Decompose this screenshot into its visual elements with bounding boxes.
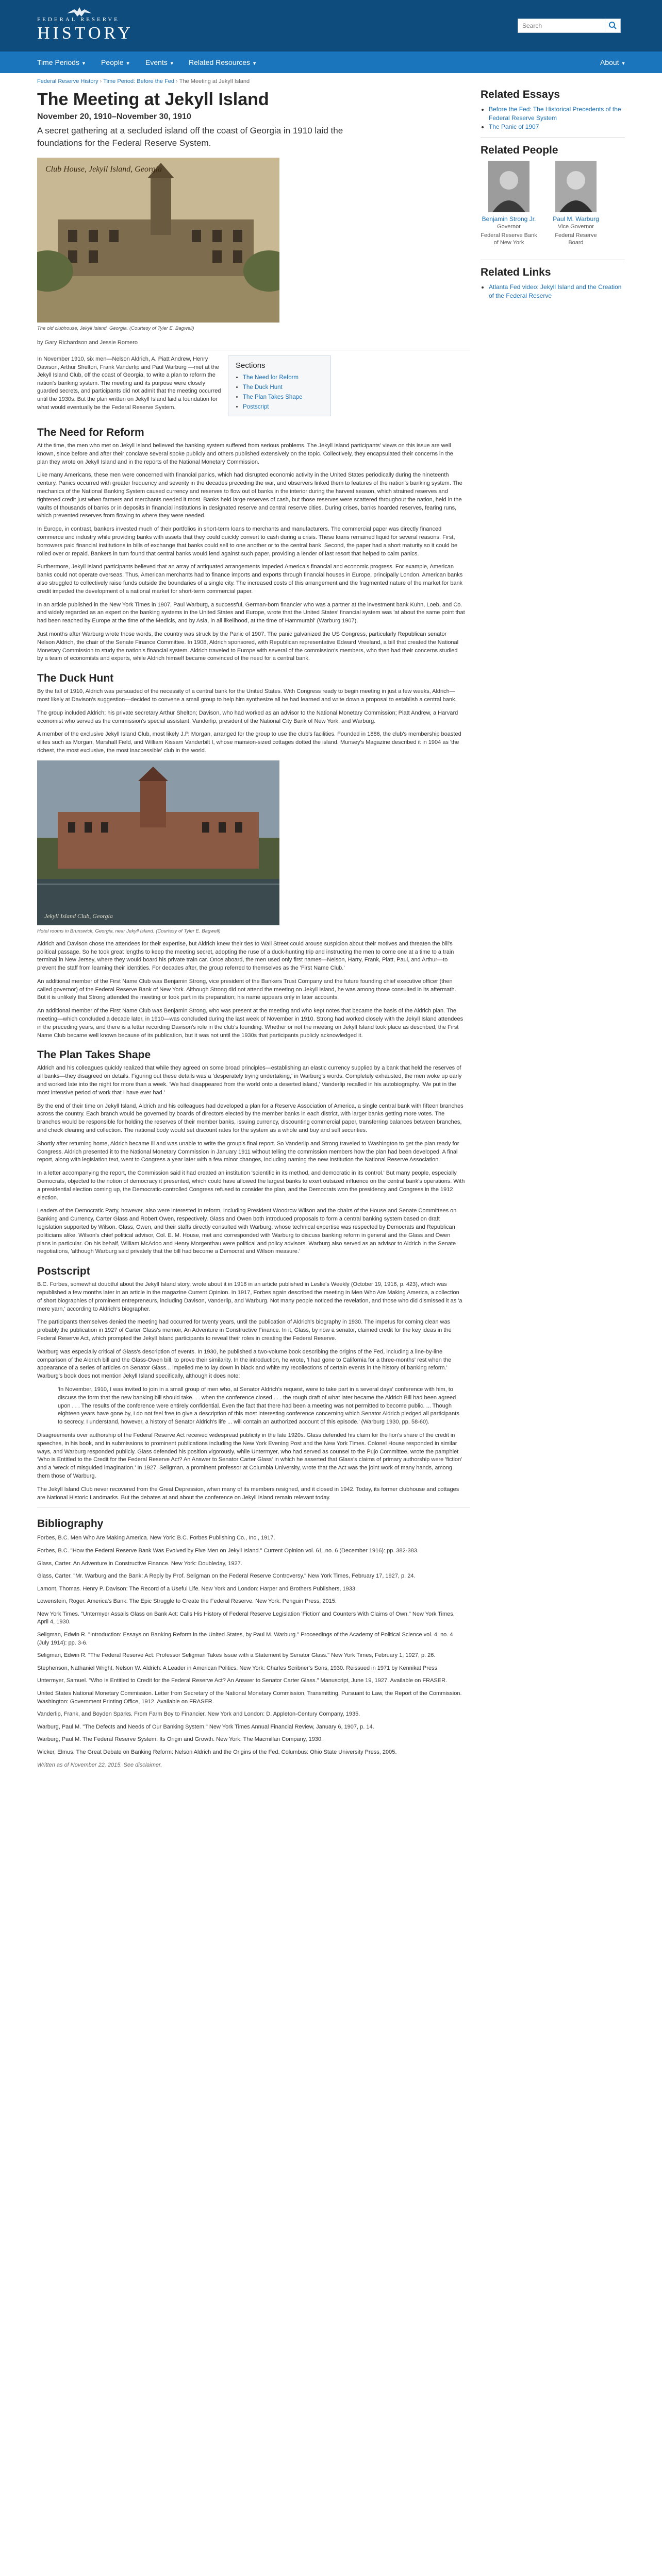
- person-card[interactable]: [548, 161, 604, 246]
- nav-related-resources[interactable]: [189, 52, 257, 73]
- bibliography-item: United States National Monetary Commission. Letter from Secretary of the National Monetary Commission, Transmitting, Pursuant to Law, the Report of the Commission. Washington: Government Printing Office, 1912. Available on FRASER.: [37, 1690, 462, 1705]
- byline: by Gary Richardson and Jessie Romero: [37, 340, 138, 346]
- person-desc: Federal Reserve Bank of New York: [481, 232, 537, 246]
- paragraph: In an article published in the New York Times in 1907, Paul Warburg, a successful, German-born financier who was a partner at the investment bank Kuhn, Loeb, and Co. and widely regarded as an expert on the banking systems in the United States and Europe, wrote that the United States' financial system was 'at about the same point that had been reached by Europe at the time of the Medicis, and by Asia, in all likelihood, at the time of Hammurabi' (Warburg 1907).: [37, 601, 465, 624]
- breadcrumb-period[interactable]: Time Period: Before the Fed: [103, 78, 175, 84]
- paragraph: Leaders of the Democratic Party, however, also were interested in reform, including President Woodrow Wilson and the chairs of the House and Senate Committees on Banking and Currency, Carter Glass and Robert Owen, respectively. Glass and Owen both introduced proposals to form a central banking system based on draft legislation supported by Wilson. Glass, Owen, and their staffs directly consulted with Warburg, whose technical expertise was respected by Democrats and Republican politicians alike. Wilson's chief political advisor, Col. E. M. House, met and corresponded with Warburg to discuss banking reform in general and the Glass and Owen plans in particular. On his behalf, William McAdoo and Henry Morgenthau were political and policy advisors. Warburg also served as an advisor to Aldrich in the Senate negotiations, 'although Warburg said privately that the bill had become a Democrat and Wilson measure.': [37, 1208, 457, 1255]
- paragraph: Just months after Warburg wrote those words, the country was struck by the Panic of 1907. The panic galvanized the US Congress, particularly Republican senator Nelson Aldrich, the chair of the Senate Finance Committee. In 1908, Aldrich sponsored, with Republican representative Edward Vreeland, a bill that created the National Monetary Commission to study the nation's financial system. Aldrich traveled to Europe with several of the commission's members, who then had their concerns studied by a team of economists and experts, while Aldrich himself became convinced of the need for a central bank.: [37, 631, 459, 662]
- portrait-illustration: [488, 161, 529, 212]
- bibliography-heading: Bibliography: [37, 1518, 104, 1530]
- breadcrumb: [37, 78, 250, 84]
- chevron-down-icon: ▼: [81, 61, 86, 66]
- bibliography-item: New York Times. "Untermyer Assails Glass on Bank Act: Calls His History of Federal Reserve Legislation 'Fiction' and Counters With Claims of Own." New York Times, April 4, 1930.: [37, 1611, 455, 1625]
- club-illustration: [37, 760, 279, 925]
- nav-events[interactable]: [145, 52, 174, 73]
- related-essay-link[interactable]: The Panic of 1907: [489, 123, 539, 130]
- event-dates: November 20, 1910–November 30, 1910: [37, 112, 191, 121]
- paragraph: Aldrich and his colleagues quickly realized that while they agreed on some broad principles—establishing an elastic currency supplied by a bank that held the reserves of all banks—they disagreed on details. Figuring out these details was a 'desperately trying undertaking,' in Warburg's words. Completely exhausted, the men woke up early and worked late into the night for more than a week. 'We had disappeared from the world onto a deserted island,' Vanderlip recalled in his autobiography. 'We put in the most intensive period of work that I have ever had.': [37, 1065, 462, 1096]
- section-link-plan[interactable]: The Plan Takes Shape: [243, 394, 303, 400]
- bibliography-item: Wicker, Elmus. The Great Debate on Banking Reform: Nelson Aldrich and the Origins of the Fed. Columbus: Ohio State University Press, 2005.: [37, 1749, 397, 1756]
- clubhouse-illustration: [37, 158, 279, 323]
- portrait-illustration: [555, 161, 597, 212]
- section-heading-postscript: Postscript: [37, 1265, 90, 1278]
- search-box: [518, 19, 621, 33]
- clubhouse-photo[interactable]: [37, 158, 279, 323]
- bibliography-item: Warburg, Paul M. The Federal Reserve System: Its Origin and Growth. New York: The Macmillan Company, 1930.: [37, 1736, 323, 1743]
- paragraph: Like many Americans, these men were concerned with financial panics, which had disrupted economic activity in the United States periodically during the nineteenth century. Panics occurred with greater frequency and severity in the decades preceding the war, and observers linked them to features of the nation's banking system. The mechanics of the National Banking System caused currency and reserves to flow out of banks in the interior during the harvest season, which strained reserves and tightened credit just when farmers and merchants needed it most. Banks held large reserves of cash, but those reserves were scattered throughout the nation, held in the vaults of thousands of banks or in deposits in financial institutions in designated reserve and central reserve cities. During crises, banks hoarded reserves, fearing runs, which prevented reserves from flowing to where they were needed.: [37, 472, 462, 519]
- search-icon: [605, 19, 621, 32]
- paragraph: The group included Aldrich; his private secretary Arthur Shelton; Davison, who had worked as an advisor to the National Monetary Commission; Piatt Andrew, a Harvard economist who served as the commission's special assistant; Vanderlip, president of the National City Bank of New York; and Warburg.: [37, 709, 458, 724]
- section-link-item: [243, 402, 323, 412]
- paragraph: In Europe, in contrast, bankers invested much of their portfolios in short-term loans to merchants and manufacturers. The commercial paper was directly financed commerce and industry while providing banks with assets that they could quickly convert to cash during a crisis. These loans remained liquid for several reasons. First, borrowers paid financial institutions in bills of exchange that banks could sell to one another or to the central bank. Second, the paper had a short maturity so it could be rolled over or repaid. Bankers in turn found that central banks would lend against such paper, providing a lender of last resort that helped to calm panics.: [37, 526, 458, 557]
- paragraph: An additional member of the First Name Club was Benjamin Strong, vice president of the Bankers Trust Company and the future founding chief executive officer (then called governor) of the Federal Reserve Bank of New York. Although Strong did not attend the meeting on Jekyll Island, he was among those consulted in its aftermath. But it is unlikely that Strong attended the meeting or took part in its preparation; his name appears only in later accounts.: [37, 978, 456, 1001]
- nav-time-periods[interactable]: [37, 52, 86, 73]
- bibliography-item: Lamont, Thomas. Henry P. Davison: The Record of a Useful Life. New York and London: Harper and Brothers Publishers, 1933.: [37, 1585, 357, 1592]
- paragraph: An additional member of the First Name Club was Benjamin Strong, who was present at the meeting and who kept notes that became the basis of the Aldrich plan. The meeting—which concluded a decade later, in 1910—was concluded during the last week of November in 1910. Strong had worked closely with the Jekyll Island attendees in the preceding years, and there is a letter recording Davison's role in the club's founding. Whether or not the meeting on Jekyll Island took place as described, the First Name Club became well known because of its publication, but it was not until the 1930s that participants publicly acknowledged it.: [37, 1008, 464, 1039]
- related-essays-list: [481, 105, 625, 131]
- bibliography-item: Forbes, B.C. Men Who Are Making America. New York: B.C. Forbes Publishing Co., Inc., 1917.: [37, 1535, 275, 1541]
- intro-row: [37, 355, 470, 417]
- bibliography-item: Glass, Carter. An Adventure in Constructive Finance. New York: Doubleday, 1927.: [37, 1560, 242, 1567]
- person-name: Benjamin Strong Jr.: [482, 215, 536, 223]
- person-role: Governor: [497, 224, 521, 230]
- related-links-list: [481, 283, 625, 300]
- photo-caption: Hotel rooms in Brunswick, Georgia, near Jekyll Island. (Courtesy of Tyler E. Bagwell): [37, 928, 221, 934]
- paragraph: At the time, the men who met on Jekyll Island believed the banking system suffered from serious problems. The Jekyll Island participants' views on this issue are well known, since before and after their conclave several spoke publicly and others published extensively on the topic. Collectively, they encapsulated their concerns in the plan they wrote on Jekyll Island and in the reports of the National Monetary Commission.: [37, 443, 453, 465]
- photo-caption: The old clubhouse, Jekyll Island, Georgia. (Courtesy of Tyler E. Bagwell): [37, 326, 194, 331]
- bibliography-item: Warburg, Paul M. "The Defects and Needs of Our Banking System." New York Times Annual Financial Review, January 6, 1907, p. 14.: [37, 1723, 374, 1730]
- bibliography-item: Seligman, Edwin R. "Introduction: Essays on Banking Reform in the United States, by Paul M. Warburg." Proceedings of the Academy of Political Science vol. 4, no. 4 (July 1914): pp. 3-6.: [37, 1632, 453, 1646]
- section-link-item: [243, 383, 323, 393]
- nav-label: Events: [145, 58, 168, 66]
- sections-heading: Sections: [236, 361, 266, 370]
- site-header: [0, 0, 662, 52]
- nav-label: People: [101, 58, 124, 66]
- section-link-item: [243, 393, 323, 402]
- logo-title: HISTORY: [37, 24, 134, 43]
- sections-box: [228, 355, 331, 416]
- section-heading-plan: The Plan Takes Shape: [37, 1049, 151, 1061]
- search-button[interactable]: [605, 19, 620, 32]
- chevron-down-icon: ▼: [252, 61, 257, 66]
- paragraph: By the end of their time on Jekyll Island, Aldrich and his colleagues had developed a plan for a Reserve Association of America, a single central bank with fifteen branches across the country. Each branch would be governed by boards of directors elected by the member banks in each district, with larger banks getting more votes. The branches would be responsible for holding the reserves of their member banks, issuing currency, discounting commercial paper, transferring balances between branches, and check clearing and collection. The national body would set discount rates for the system as a whole and buy and sell securities.: [37, 1103, 464, 1134]
- paragraph: By the fall of 1910, Aldrich was persuaded of the necessity of a central bank for the United States. With Congress ready to begin meeting in just a few weeks, Aldrich—most likely at Davison's suggestion—decided to convene a small group to help him synthesize all he had learned and write down a proposal to establish a central bank.: [37, 688, 457, 703]
- person-card[interactable]: [481, 161, 537, 246]
- eagle-icon: [66, 6, 93, 18]
- paragraph: Aldrich and Davison chose the attendees for their expertise, but Aldrich knew their ties to Wall Street could arouse suspicion about their motives and threaten the bill's political passage. So he took great lengths to keep the meeting secret, adopting the ruse of a duck-hunting trip and instructing the men to come one at a time to a train terminal in New Jersey, where they would board his private train car. Once aboard, the men used only first names—Nelson, Harry, Frank, Piatt, Paul, and Arthur—to prevent the staff from learning their identities. For decades after, the group referred to themselves as the 'First Name Club.': [37, 940, 454, 972]
- nav-label: About: [600, 58, 619, 66]
- related-essay-item: [489, 123, 625, 131]
- section-link-postscript[interactable]: Postscript: [243, 404, 269, 410]
- paragraph: In a letter accompanying the report, the Commission said it had created an institution 'scientific in its method, and democratic in its control.' But many people, especially Democrats, objected to the notion of democracy it presented, which could have allowed the largest banks to exert outsized influence on the central bank's operations. With a presidential election coming up, the Democratic-controlled Congress refused to consider the plan, and the Democrats won the presidency and Congress in the 1912 election.: [37, 1170, 465, 1201]
- nav-about[interactable]: [600, 52, 626, 73]
- breadcrumb-separator: ›: [176, 78, 178, 84]
- related-essay-link[interactable]: Before the Fed: The Historical Precedents of the Federal Reserve System: [489, 106, 621, 122]
- section-link-duck-hunt[interactable]: The Duck Hunt: [243, 384, 283, 391]
- paragraph: A member of the exclusive Jekyll Island Club, most likely J.P. Morgan, arranged for the group to use the club's facilities. Founded in 1886, the club's membership boasted elites such as Morgan, Marshall Field, and William Kissam Vanderbilt I, whose mansion-sized cottages dotted the island. Munsey's Magazine described it in 1904 as 'the richest, the most exclusive, the most inaccessible' club in the world.: [37, 731, 461, 754]
- sections-list: [236, 373, 323, 412]
- search-input[interactable]: [518, 19, 605, 32]
- bibliography-item: Vanderlip, Frank, and Boyden Sparks. From Farm Boy to Financier. New York and London: D. Appleton-Century Company, 1935.: [37, 1711, 360, 1718]
- article-lede: A secret gathering at a secluded island off the coast of Georgia in 1910 laid the foundations for the Federal Reserve System.: [37, 126, 343, 148]
- paragraph: Shortly after returning home, Aldrich became ill and was unable to write the group's final report. So Vanderlip and Strong traveled to Washington to get the plan ready for Congress. Aldrich presented it to the National Monetary Commission in January 1911 without telling the commission members how the plan had been developed. A final report, along with legislation text, went to Congress a year later with a few minor changes, including naming the new institution the National Reserve Association.: [37, 1140, 459, 1163]
- breadcrumb-current: The Meeting at Jekyll Island: [179, 78, 250, 84]
- related-essay-item: [489, 105, 625, 123]
- paragraph: The Jekyll Island Club never recovered from the Great Depression, when many of its members resigned, and it closed in 1942. Today, its former clubhouse and cottages are National Historic Landmarks. But the debates at and about the conference on Jekyll Island remain relevant today.: [37, 1486, 459, 1501]
- related-links-heading: Related Links: [481, 266, 551, 278]
- club-photo[interactable]: [37, 760, 279, 925]
- footer-note: Written as of November 22, 2015. See disclaimer.: [37, 1761, 162, 1768]
- related-people-heading: Related People: [481, 144, 558, 156]
- chevron-down-icon: ▼: [169, 61, 174, 66]
- person-desc: Federal Reserve Board: [555, 232, 597, 246]
- related-link-item: [489, 283, 625, 300]
- bibliography-item: Seligman, Edwin R. "The Federal Reserve Act: Professor Seligman Takes Issue with a Statement by Senator Glass." New York Times, February 1, 1927, p. 26.: [37, 1652, 436, 1659]
- bibliography-item: Glass, Carter. "Mr. Warburg and the Bank: A Reply by Prof. Seligman on the Federal Reserve Controversy." New York Times, February 17, 1927, p. 24.: [37, 1573, 416, 1580]
- paragraph: Furthermore, Jekyll Island participants believed that an array of antiquated arrangements impeded America's financial and economic progress. For example, American banks could not operate overseas. Thus, American merchants had to finance imports and exports through financial houses in Europe, principally London. American banks also struggled to collectively raise funds outside the boundaries of a single city. The increased costs of this arrangement and the fragmented nature of the market for bank credit impeded the development of a national market for short-term commercial paper.: [37, 564, 463, 595]
- paragraph: Warburg was especially critical of Glass's description of events. In 1930, he published a two-volume book describing the origins of the Fed, including a line-by-line comparison of the Aldrich bill and the Glass-Owen bill, to prove their similarity. In the introduction, he wrote, 'I had gone to California for a three-months' rest when the appearance of a series of articles on Senator Glass... impelled me to lay down in black and white my recollections of certain events in the history of banking reform.' Warburg's book does not mention Jekyll Island specifically, although it does note:: [37, 1348, 452, 1380]
- section-heading-need: The Need for Reform: [37, 427, 144, 438]
- paragraph: Disagreements over authorship of the Federal Reserve Act received widespread publicity in the late 1920s. Glass defended his claim for the lion's share of the credit in speeches, in his book, and in submissions to prominent publications including the New York Evening Post and the New York Times. Colonel House responded in similar ways, and Warburg responded publicly. Glass defended his position vigorously, while Untermyer, who had served as counsel to the Pujo Committee, wrote the pamphlet 'Who is Entitled to the Credit for the Federal Reserve Act? An Answer to Senator Carter Glass' in which he asserted that Glass's claims of primary authorship were 'fiction' and a 'wreck of misguided imagination.' In 1927, Seligman, a prominent professor at Columbia University, wrote that the Act was the joint work of many hands, among them those of Warburg.: [37, 1432, 462, 1479]
- bibliography-item: Untermyer, Samuel. "Who Is Entitled to Credit for the Federal Reserve Act? An Answer to Senator Carter Glass." Manuscript, June 19, 1927. Available on FRASER.: [37, 1677, 448, 1684]
- avatar: [488, 161, 529, 212]
- block-quote: 'In November, 1910, I was invited to join in a small group of men who, at Senator Aldrich's request, were to take part in a several days' conference with him, to discuss the form that the new banking bill should take. . . when the conference closed . . . the rough draft of what later became the Aldrich Bill had been agreed upon . . . The results of the conference were entirely confidential. Even the fact that there had been a meeting was not permitted to become public. ... Though eighteen years have gone by, I do not feel free to give a description of this most interesting conference concerning which Senator Aldrich pledged all participants to secrecy. I understand, however, a history of Senator Aldrich's life ... will contain an authorized account of this episode.' (Warburg 1930, pp. 58-60).: [58, 1386, 459, 1426]
- chevron-down-icon: ▼: [621, 61, 626, 66]
- related-people: [481, 161, 625, 253]
- page-title: The Meeting at Jekyll Island: [37, 90, 269, 109]
- spacer: [37, 934, 470, 940]
- person-role: Vice Governor: [557, 224, 594, 230]
- sidebar: [481, 89, 625, 300]
- nav-people[interactable]: [101, 52, 130, 73]
- bibliography-item: Lowenstein, Roger. America's Bank: The Epic Struggle to Create the Federal Reserve. New York: Penguin Press, 2015.: [37, 1598, 337, 1605]
- bibliography-item: Forbes, B.C. "How the Federal Reserve Bank Was Evolved by Five Men on Jekyll Island." Current Opinion vol. 61, no. 6 (December 1916): pp. 382-383.: [37, 1547, 419, 1554]
- related-link[interactable]: Atlanta Fed video: Jekyll Island and the Creation of the Federal Reserve: [489, 283, 622, 299]
- nav-label: Related Resources: [189, 58, 251, 66]
- section-heading-duck-hunt: The Duck Hunt: [37, 672, 114, 685]
- paragraph: B.C. Forbes, somewhat doubtful about the Jekyll Island story, wrote about it in 1916 in an article published in Leslie's Weekly (October 19, 1916, p. 423), which was republished a few months later in an article in the magazine Current Opinion. In 1917, Forbes again described the meeting in Men Who Are Making America, a collection of short biographies of prominent entrepreneurs, including Davison, Vanderlip, and Warburg. Not many people noticed the revelation, and those who did dismissed it as 'a mere yarn,' according to Aldrich's biographer.: [37, 1281, 462, 1312]
- breadcrumb-separator: ›: [100, 78, 102, 84]
- photo-inscription: Club House, Jekyll Island, Georgia: [45, 165, 162, 174]
- site-logo[interactable]: [37, 6, 171, 45]
- bibliography-item: Stephenson, Nathaniel Wright. Nelson W. Aldrich: A Leader in American Politics. New York: Charles Scribner's Sons, 1930. Reissued in 1971 by Kennikat Press.: [37, 1665, 439, 1671]
- related-essays-heading: Related Essays: [481, 89, 560, 100]
- logo-subtitle: FEDERAL RESERVE: [37, 16, 120, 23]
- breadcrumb-home[interactable]: Federal Reserve History: [37, 78, 98, 84]
- intro-paragraph: In November 1910, six men—Nelson Aldrich, A. Piatt Andrew, Henry Davison, Arthur Shelton, Frank Vanderlip and Paul Warburg —met at the Jekyll Island Club, off the coast of Georgia, to write a plan to reform the nation's banking system. The meeting and its purpose were closely guarded secrets, and participants did not admit that the meeting occurred until the 1930s. But the plan written on Jekyll Island laid a foundation for what would eventually be the Federal Reserve System.: [37, 356, 221, 411]
- section-link-need[interactable]: The Need for Reform: [243, 375, 299, 381]
- avatar: [555, 161, 597, 212]
- section-link-item: [243, 373, 323, 383]
- nav-label: Time Periods: [37, 58, 79, 66]
- main-nav: [0, 52, 662, 73]
- chevron-down-icon: ▼: [125, 61, 130, 66]
- photo-inscription: Jekyll Island Club, Georgia: [44, 912, 113, 920]
- person-name: Paul M. Warburg: [553, 215, 599, 223]
- article: [37, 89, 470, 1774]
- paragraph: The participants themselves denied the meeting had occurred for twenty years, until the publication of Aldrich's biography in 1930. The impetus for coming clean was probably the publication in 1927 of Carter Glass's memoir, An Adventure in Constructive Finance. In it, Glass, by now a senator, claimed credit for the key ideas in the Federal Reserve Act, which prompted the Jekyll Island participants to reveal their roles in creating the Federal Reserve.: [37, 1319, 452, 1342]
